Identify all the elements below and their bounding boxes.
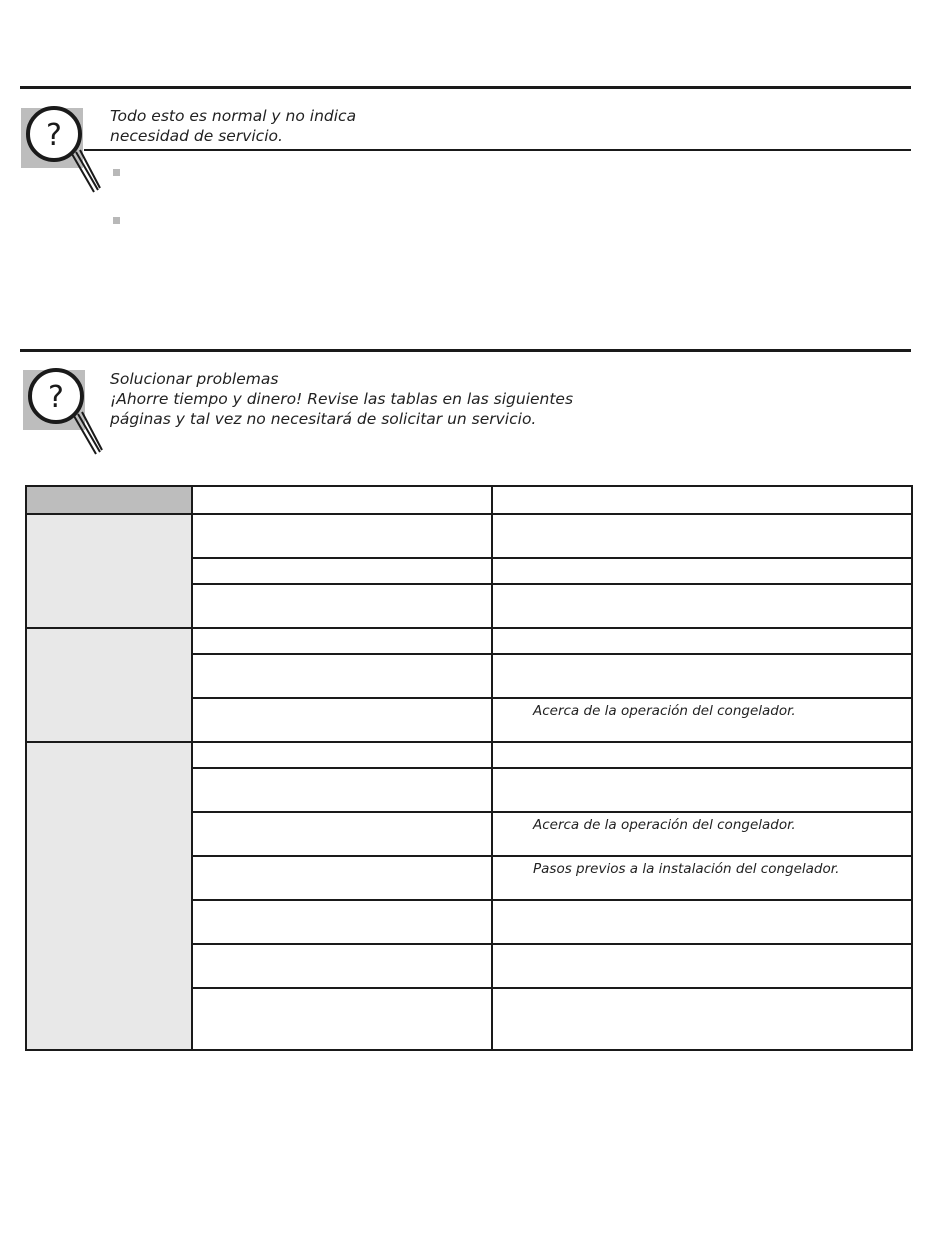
top-rule bbox=[20, 86, 911, 89]
cause-cell bbox=[192, 812, 492, 856]
cause-cell bbox=[192, 988, 492, 1050]
bullet-2 bbox=[113, 217, 120, 224]
cause-cell bbox=[192, 698, 492, 742]
cause-cell bbox=[192, 514, 492, 558]
troubleshooting-table bbox=[25, 485, 913, 1051]
solution-cell bbox=[492, 988, 912, 1050]
normal-title-line2: necesidad de servicio. bbox=[110, 127, 283, 145]
header-causes bbox=[192, 486, 492, 514]
svg-text:?: ? bbox=[48, 380, 64, 415]
cause-cell bbox=[192, 900, 492, 944]
cause-cell bbox=[192, 584, 492, 628]
table-row bbox=[26, 514, 912, 558]
solution-cell bbox=[492, 698, 912, 742]
solution-cell bbox=[492, 768, 912, 812]
solution-cell bbox=[492, 944, 912, 988]
normal-title bbox=[110, 106, 356, 146]
cause-cell bbox=[192, 768, 492, 812]
section-rule bbox=[20, 349, 911, 352]
problem-cell-1 bbox=[26, 514, 192, 628]
problem-cell-2 bbox=[26, 628, 192, 742]
solution-cell bbox=[492, 856, 912, 900]
cause-cell bbox=[192, 944, 492, 988]
solution-cell bbox=[492, 514, 912, 558]
solution-cell bbox=[492, 628, 912, 654]
solution-cell bbox=[492, 654, 912, 698]
reference-operation: Acerca de la operación del congelador. bbox=[533, 817, 796, 833]
cause-cell bbox=[192, 856, 492, 900]
solution-cell bbox=[492, 742, 912, 768]
reference-operation: Acerca de la operación del congelador. bbox=[533, 703, 796, 719]
cause-cell bbox=[192, 742, 492, 768]
cause-cell bbox=[192, 558, 492, 584]
cause-cell bbox=[192, 628, 492, 654]
table-row bbox=[26, 628, 912, 654]
table-row bbox=[26, 742, 912, 768]
svg-text:?: ? bbox=[46, 118, 62, 153]
troubleshoot-title: Solucionar problemas bbox=[110, 370, 279, 388]
cause-cell bbox=[192, 654, 492, 698]
solution-cell bbox=[492, 900, 912, 944]
solution-cell bbox=[492, 812, 912, 856]
header-solutions bbox=[492, 486, 912, 514]
troubleshoot-heading bbox=[110, 369, 573, 429]
magnifier-question-icon bbox=[20, 104, 110, 204]
header-problem bbox=[26, 486, 192, 514]
troubleshoot-subtitle-line1: ¡Ahorre tiempo y dinero! Revise las tablas en las siguientes bbox=[110, 390, 574, 408]
table-header-row bbox=[26, 486, 912, 514]
magnifier-question-icon bbox=[22, 366, 112, 466]
solution-cell bbox=[492, 558, 912, 584]
normal-title-line1: Todo esto es normal y no indica bbox=[110, 107, 357, 125]
troubleshoot-subtitle-line2: páginas y tal vez no necesitará de solicitar un servicio. bbox=[110, 410, 537, 428]
bullet-1 bbox=[113, 169, 120, 176]
normal-underline bbox=[84, 149, 911, 151]
solution-cell bbox=[492, 584, 912, 628]
problem-cell-3 bbox=[26, 742, 192, 1050]
reference-installation: Pasos previos a la instalación del congelador. bbox=[533, 861, 840, 877]
